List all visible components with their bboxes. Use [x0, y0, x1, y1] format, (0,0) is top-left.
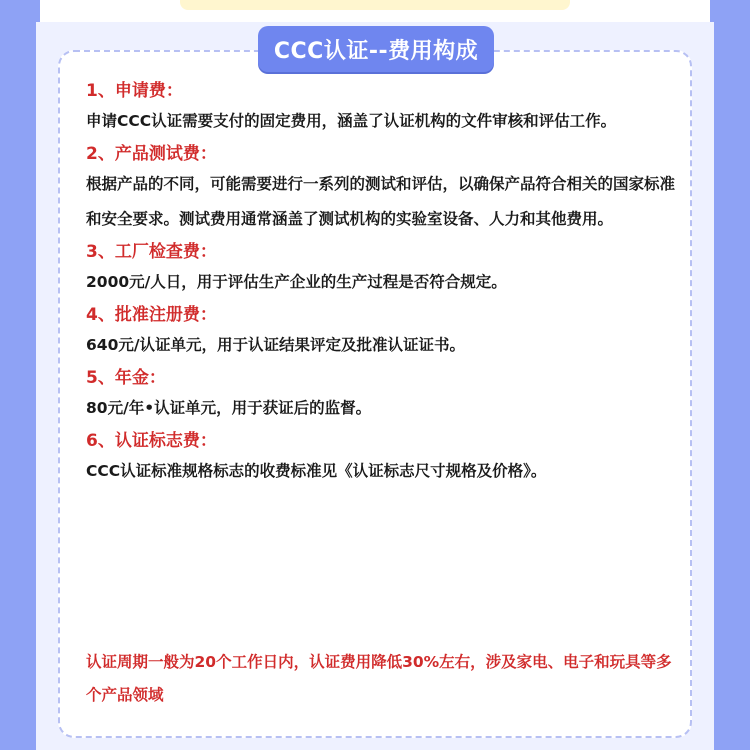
section-body: 根据产品的不同，可能需要进行一系列的测试和评估，以确保产品符合相关的国家标准和安全要求。测试费用通常涵盖了测试机构的实验室设备、人力和其他费用。 [86, 175, 676, 228]
section-body: 640元/认证单元，用于认证结果评定及批准认证证书。 [86, 336, 466, 354]
section-heading: 4、批准注册费： [86, 305, 217, 325]
section-body: CCC认证标准规格标志的收费标准见《认证标志尺寸规格及价格》。 [86, 462, 547, 480]
fee-sections [86, 78, 686, 491]
section-heading: 1、申请费： [86, 81, 183, 101]
top-glow-decoration [180, 0, 570, 10]
page-title: CCC认证--费用构成 [258, 26, 494, 72]
section-heading: 2、产品测试费： [86, 144, 217, 164]
section-body: 80元/年•认证单元，用于获证后的监督。 [86, 399, 372, 417]
section-annual-fee [86, 365, 686, 426]
top-strip [40, 0, 710, 22]
section-product-testing-fee [86, 141, 686, 237]
section-body: 申请CCC认证需要支付的固定费用，涵盖了认证机构的文件审核和评估工作。 [86, 112, 617, 130]
section-heading: 6、认证标志费： [86, 431, 217, 451]
section-heading: 5、年金： [86, 368, 166, 388]
section-registration-fee [86, 302, 686, 363]
section-factory-inspection-fee [86, 239, 686, 300]
section-mark-fee [86, 428, 686, 489]
section-body: 2000元/人日，用于评估生产企业的生产过程是否符合规定。 [86, 273, 507, 291]
section-application-fee [86, 78, 686, 139]
section-heading: 3、工厂检查费： [86, 242, 217, 262]
certification-cycle-note: 认证周期一般为20个工作日内，认证费用降低30%左右，涉及家电、电子和玩具等多个产品领域 [86, 653, 672, 704]
